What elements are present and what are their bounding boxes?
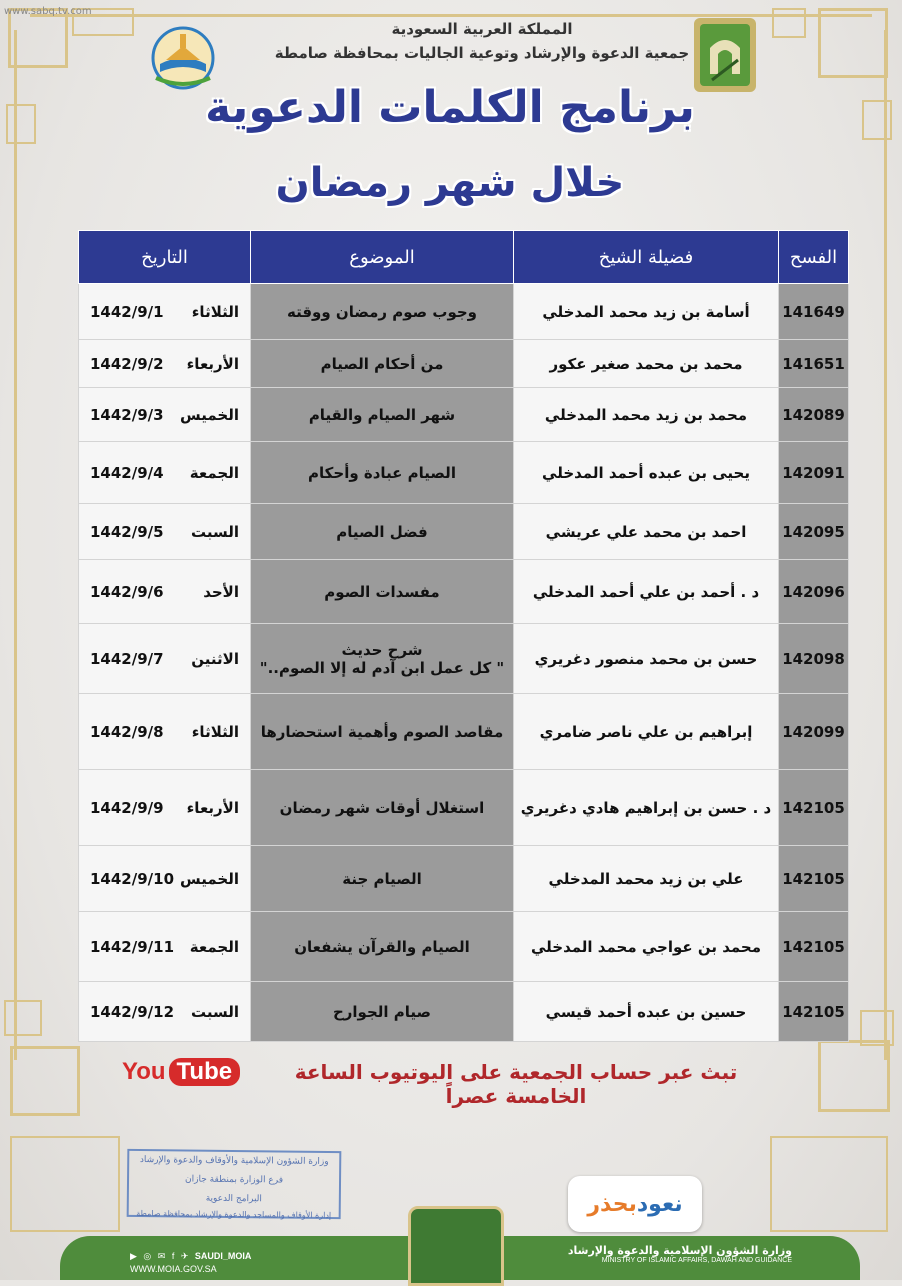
frame-square-ml xyxy=(6,104,36,144)
day-name: الاثنين xyxy=(191,649,239,668)
column-header-sheikh: فضيلة الشيخ xyxy=(514,231,779,284)
stamp-line4: إدارة الأوقاف والمساجد والدعوة والإرشاد بمحافظة صامطة xyxy=(136,1208,332,1221)
table-row xyxy=(79,388,849,442)
lecture-topic: صيام الجوارح xyxy=(251,982,514,1042)
column-header-session: الفسح xyxy=(779,231,849,284)
kingdom-title: المملكة العربية السعودية xyxy=(391,20,573,38)
session-number: 142105 xyxy=(779,982,849,1042)
website-link[interactable]: WWW.MOIA.GOV.SA xyxy=(130,1264,217,1274)
day-name: الأربعاء xyxy=(186,798,239,817)
lecture-topic: الصيام عبادة وأحكام xyxy=(251,442,514,504)
footer-emblem-icon xyxy=(408,1206,504,1286)
lecture-topic-line2: " كل عمل ابن آدم له إلا الصوم.." xyxy=(259,658,505,677)
youtube-you-text: You xyxy=(122,1058,166,1085)
frame-square-tl xyxy=(8,8,68,68)
lecture-date xyxy=(79,770,251,846)
lecture-topic xyxy=(251,624,514,694)
campaign-logo xyxy=(568,1176,702,1232)
lecture-date xyxy=(79,982,251,1042)
schedule-table xyxy=(78,230,849,1042)
campaign-word1: نعود xyxy=(636,1191,683,1217)
lecture-date xyxy=(79,912,251,982)
stamp-line3: البرامج الدعوية xyxy=(205,1193,263,1205)
lecture-date xyxy=(79,340,251,388)
session-number: 142099 xyxy=(779,694,849,770)
lecture-topic: مقاصد الصوم وأهمية استحضارها xyxy=(251,694,514,770)
sheikh-name: حسين بن عبده أحمد قيسي xyxy=(514,982,779,1042)
sheikh-name: يحيى بن عبده أحمد المدخلي xyxy=(514,442,779,504)
sheikh-name: محمد بن زيد محمد المدخلي xyxy=(514,388,779,442)
lecture-topic: من أحكام الصيام xyxy=(251,340,514,388)
lecture-date xyxy=(79,442,251,504)
session-number: 142105 xyxy=(779,912,849,982)
table-row xyxy=(79,770,849,846)
table-row xyxy=(79,846,849,912)
session-number: 142105 xyxy=(779,770,849,846)
table-row xyxy=(79,442,849,504)
session-number: 142089 xyxy=(779,388,849,442)
program-title: برنامج الكلمات الدعوية xyxy=(205,82,695,133)
society-name: جمعية الدعوة والإرشاد وتوعية الجاليات بمحافظة صامطة xyxy=(274,44,690,62)
table-header-row xyxy=(79,231,849,284)
hijri-date: 1442/9/6 xyxy=(90,582,164,601)
lecture-date xyxy=(79,388,251,442)
session-number: 141649 xyxy=(779,284,849,340)
table-row xyxy=(79,912,849,982)
column-header-date: التاريخ xyxy=(79,231,251,284)
sheikh-name: محمد بن عواجي محمد المدخلي xyxy=(514,912,779,982)
social-icons[interactable]: ▶ ◎ ✉ f ✈ xyxy=(130,1251,191,1261)
session-number: 142098 xyxy=(779,624,849,694)
frame-square-bl2 xyxy=(10,1136,120,1232)
frame-square-tr3 xyxy=(862,100,892,140)
lecture-topic: مفسدات الصوم xyxy=(251,560,514,624)
session-number: 141651 xyxy=(779,340,849,388)
table-row xyxy=(79,504,849,560)
ministry-name-en: MINISTRY OF ISLAMIC AFFAIRS, DAWAH AND GUIDANCE xyxy=(601,1257,792,1264)
lecture-date xyxy=(79,284,251,340)
sheikh-name: أسامة بن زيد محمد المدخلي xyxy=(514,284,779,340)
sheikh-name: إبراهيم بن علي ناصر ضامري xyxy=(514,694,779,770)
sheikh-name: د . أحمد بن علي أحمد المدخلي xyxy=(514,560,779,624)
day-name: الجمعة xyxy=(189,463,239,482)
sheikh-name: د . حسن بن إبراهيم هادي دغريري xyxy=(514,770,779,846)
lecture-topic-line1: شرح حديث xyxy=(341,640,423,659)
table-row xyxy=(79,560,849,624)
frame-square-tr2 xyxy=(772,8,806,38)
footer-ministry xyxy=(568,1244,792,1264)
social-handle[interactable]: SAUDI_MOIA xyxy=(194,1251,252,1261)
session-number: 142105 xyxy=(779,846,849,912)
frame-square-bl3 xyxy=(4,1000,42,1036)
day-name: الخميس xyxy=(180,405,239,424)
footer-social xyxy=(130,1246,251,1274)
program-subtitle: خلال شهر رمضان xyxy=(275,160,625,206)
sheikh-name: حسن بن محمد منصور دغريري xyxy=(514,624,779,694)
frame-right-line xyxy=(884,30,887,1060)
frame-square-br3 xyxy=(860,1010,894,1046)
frame-left-line xyxy=(14,30,17,1060)
day-name: الأربعاء xyxy=(186,354,239,373)
hijri-date: 1442/9/9 xyxy=(90,798,164,817)
header-text xyxy=(222,20,742,62)
frame-square-br xyxy=(818,1040,890,1112)
day-name: الثلاثاء xyxy=(191,302,239,321)
day-name: السبت xyxy=(190,1002,239,1021)
frame-square-tr xyxy=(818,8,888,78)
table-row xyxy=(79,340,849,388)
table-row xyxy=(79,982,849,1042)
lecture-date xyxy=(79,504,251,560)
lecture-topic: فضل الصيام xyxy=(251,504,514,560)
ministry-name-ar: وزارة الشؤون الإسلامية والدعوة والإرشاد xyxy=(567,1244,792,1257)
day-name: الجمعة xyxy=(189,937,239,956)
youtube-logo[interactable] xyxy=(122,1058,240,1086)
sheikh-name: علي بن زيد محمد المدخلي xyxy=(514,846,779,912)
lecture-date xyxy=(79,560,251,624)
hijri-date: 1442/9/1 xyxy=(90,302,164,321)
day-name: الخميس xyxy=(180,869,239,888)
column-header-topic: الموضوع xyxy=(251,231,514,284)
lecture-date xyxy=(79,694,251,770)
hijri-date: 1442/9/10 xyxy=(90,869,175,888)
youtube-tube-text: Tube xyxy=(169,1058,241,1086)
lecture-date xyxy=(79,846,251,912)
session-number: 142096 xyxy=(779,560,849,624)
frame-square-br2 xyxy=(770,1136,888,1232)
watermark: www.sabq.tv.com xyxy=(4,6,92,17)
campaign-word2: بحذر xyxy=(587,1191,637,1217)
table-row xyxy=(79,694,849,770)
sheikh-name: محمد بن محمد صغير عكور xyxy=(514,340,779,388)
hijri-date: 1442/9/11 xyxy=(90,937,175,956)
day-name: الأحد xyxy=(203,582,239,601)
hijri-date: 1442/9/5 xyxy=(90,522,164,541)
lecture-topic: وجوب صوم رمضان ووقته xyxy=(251,284,514,340)
hijri-date: 1442/9/7 xyxy=(90,649,164,668)
table-row xyxy=(79,624,849,694)
lecture-topic: شهر الصيام والقيام xyxy=(251,388,514,442)
stamp-line1: وزارة الشؤون الإسلامية والأوقاف والدعوة والإرشاد xyxy=(139,1155,329,1167)
lecture-topic: الصيام والقرآن يشفعان xyxy=(251,912,514,982)
table-row xyxy=(79,284,849,340)
lecture-topic: استغلال أوقات شهر رمضان xyxy=(251,770,514,846)
approval-stamp xyxy=(127,1149,342,1219)
broadcast-note: تبث عبر حساب الجمعية على اليوتيوب الساعة الخامسة عصراً xyxy=(294,1060,738,1108)
session-number: 142095 xyxy=(779,504,849,560)
stamp-line2: فرع الوزارة بمنطقة جازان xyxy=(185,1174,284,1186)
hijri-date: 1442/9/4 xyxy=(90,463,164,482)
frame-square-bl xyxy=(10,1046,80,1116)
lecture-date xyxy=(79,624,251,694)
day-name: السبت xyxy=(190,522,239,541)
hijri-date: 1442/9/3 xyxy=(90,405,164,424)
sheikh-name: احمد بن محمد علي عريشي xyxy=(514,504,779,560)
hijri-date: 1442/9/8 xyxy=(90,722,164,741)
lecture-topic: الصيام جنة xyxy=(251,846,514,912)
hijri-date: 1442/9/2 xyxy=(90,354,164,373)
session-number: 142091 xyxy=(779,442,849,504)
hijri-date: 1442/9/12 xyxy=(90,1002,175,1021)
day-name: الثلاثاء xyxy=(191,722,239,741)
